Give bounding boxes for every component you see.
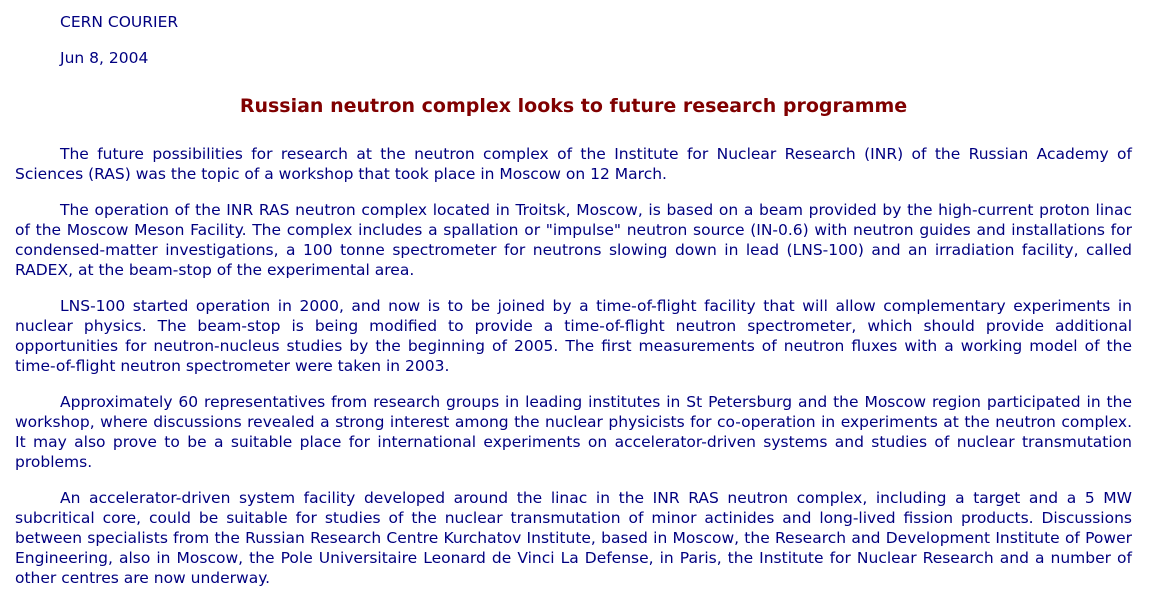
article-paragraph: The operation of the INR RAS neutron complex located in Troitsk, Moscow, is based on a beam provided by the high-current proton linac of the Moscow Meson Facility. The complex includes a spallation or "impulse" neutron source (IN-0.6) with neutron guides and installations for condensed-matter investigations, a 100 tonne spectrometer for neutrons slowing down in lead (LNS-100) and an irradiation facility, called RADEX, at the beam-stop of the experimental area.: [15, 201, 1132, 279]
publication-name: CERN COURIER: [60, 13, 179, 31]
article-paragraph: An accelerator-driven system facility developed around the linac in the INR RAS neutron complex, including a target and a 5 MW subcritical core, could be suitable for studies of the nuclear transmutation of minor actinides and long-lived fission products. Discussions between specialists from the Russian Research Centre Kurchatov Institute, based in Moscow, the Research and Development Institute of Power Engineering, also in Moscow, the Pole Universitaire Leonard de Vinci La Defense, in Paris, the Institute for Nuclear Research and a number of other centres are now underway.: [15, 489, 1132, 587]
article-paragraph: LNS-100 started operation in 2000, and now is to be joined by a time-of-flight facility that will allow complementary experiments in nuclear physics. The beam-stop is being modified to provide a time-of-flight neutron spectrometer, which should provide additional opportunities for neutron-nucleus studies by the beginning of 2005. The first measurements of neutron fluxes with a working model of the time-of-flight neutron spectrometer were taken in 2003.: [15, 297, 1132, 375]
article-paragraph: The future possibilities for research at the neutron complex of the Institute for Nuclear Research (INR) of the Russian Academy of Sciences (RAS) was the topic of a workshop that took place in Moscow on 12 March.: [15, 145, 1132, 183]
article-body: [15, 144, 1132, 604]
publication-date: Jun 8, 2004: [60, 49, 149, 67]
article-paragraph: Approximately 60 representatives from research groups in leading institutes in St Petersburg and the Moscow region participated in the workshop, where discussions revealed a strong interest among the nuclear physicists for co-operation in experiments at the neutron complex. It may also prove to be a suitable place for international experiments on accelerator-driven systems and studies of nuclear transmutation problems.: [15, 393, 1132, 471]
article-title: Russian neutron complex looks to future research programme: [239, 95, 908, 117]
